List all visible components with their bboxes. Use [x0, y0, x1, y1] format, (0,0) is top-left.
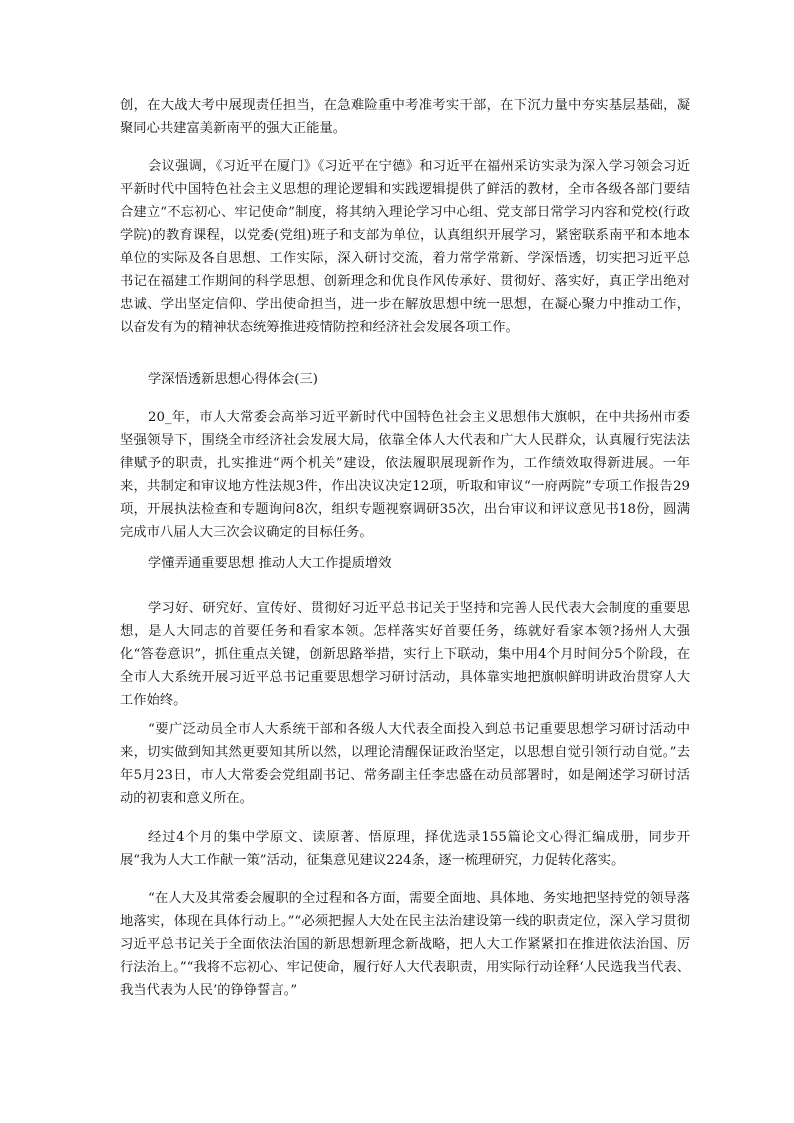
paragraph-4: 学习好、研究好、宣传好、贯彻好习近平总书记关于坚持和完善人民代表大会制度的重要思想，是人大同志的首要任务和看家本领。怎样落实好首要任务，练就好看家本领?扬州人大强化“答卷意识”，抓住重点关键，创新思路举措，实行上下联动，集中用4个月时间分5个阶段，在全市人大系统开展习近平总书记重要思想学习研讨活动，具体靠实地把旗帜鲜明讲政治贯穿人大工作始终。 [120, 601, 690, 708]
paragraph-5: “要广泛动员全市人大系统干部和各级人大代表全面投入到总书记重要思想学习研讨活动中来，切实做到知其然更要知其所以然，以理论清醒保证政治坚定，以思想自觉引领行动自觉。”去年5月23日，市人大常委会党组副书记、常务副主任李忠盛在动员部署时，如是阐述学习研讨活动的初衷和意义所在。 [120, 722, 690, 806]
paragraph-6: 经过4个月的集中学原文、读原著、悟原理，择优选录155篇论文心得汇编成册，同步开展“我为人大工作献一策”活动，征集意见建议224条，逐一梳理研究，力促转化落实。 [120, 830, 690, 868]
paragraph-3: 20_年，市人大常委会高举习近平新时代中国特色社会主义思想伟大旗帜，在中共扬州市委坚强领导下，围绕全市经济社会发展大局，依靠全体人大代表和广大人民群众，认真履行宪法法律赋予的职责，扎实推进“两个机关”建设，依法履职展现新作为，工作绩效取得新进展。一年来，共制定和审议地方性法规3件，作出决议决定12项，听取和审议“一府两院”专项工作报告29项，开展执法检查和专题询问8次，组织专题视察调研35次，出台审议和评议意见书18份，圆满完成市八届人大三次会议确定的目标任务。 [120, 410, 690, 540]
section-heading-1: 学深悟透新思想心得体会(三) [148, 372, 318, 387]
paragraph-2: 会议强调，《习近平在厦门》《习近平在宁德》和习近平在福州采访实录为深入学习领会习近平新时代中国特色社会主义思想的理论逻辑和实践逻辑提供了鲜活的教材，全市各级各部门要结合建立“不忘初心、牢记使命”制度，将其纳入理论学习中心组、党支部日常学习内容和党校(行政学院)的教育课程，以党委(党组)班子和支部为单位，认真组织开展学习，紧密联系南平和本地本单位的实际及各自思想、工作实际，深入研讨交流，着力常学常新、学深悟透，切实把习近平总书记在福建工作期间的科学思想、创新理念和优良作风传承好、贯彻好、落实好，真正学出绝对忠诚、学出坚定信仰、学出使命担当，进一步在解放思想中统一思想，在凝心聚力中推动工作，以奋发有为的精神状态统筹推进疫情防控和经济社会发展各项工作。 [120, 159, 690, 335]
paragraph-7: “在人大及其常委会履职的全过程和各方面，需要全面地、具体地、务实地把坚持党的领导落地落实，体现在具体行动上。”“必须把握人大处在民主法治建设第一线的职责定位，深入学习贯彻习近平总书记关于全面依法治国的新思想新理念新战略，把人大工作紧紧扣在推进依法治国、厉行法治上。”“我将不忘初心、牢记使命，履行好人大代表职责，用实际行动诠释‘人民选我当代表、我当代表为人民’的铮铮誓言。” [120, 891, 690, 998]
paragraph-1: 创，在大战大考中展现责任担当，在急难险重中考准考实干部，在下沉力量中夯实基层基础，凝聚同心共建富美新南平的强大正能量。 [120, 98, 690, 136]
section-heading-2: 学懂弄通重要思想 推动人大工作提质增效 [148, 556, 392, 571]
